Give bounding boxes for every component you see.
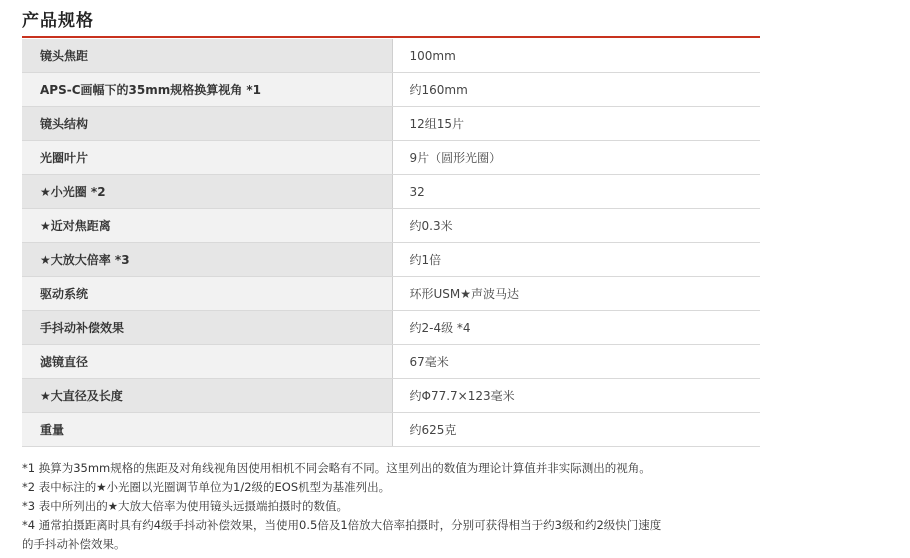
spec-row-dimensions xyxy=(22,379,760,413)
spec-value: 9片（圆形光圈） xyxy=(392,141,760,175)
spec-value: 67毫米 xyxy=(392,345,760,379)
spec-row-focal-length xyxy=(22,39,760,73)
spec-label: ★大放大倍率 *3 xyxy=(22,243,392,277)
spec-value: 环形USM★声波马达 xyxy=(392,277,760,311)
title-divider xyxy=(22,36,760,38)
spec-label: 手抖动补偿效果 xyxy=(22,311,392,345)
spec-value: 约0.3米 xyxy=(392,209,760,243)
spec-label: 驱动系统 xyxy=(22,277,392,311)
spec-row-weight xyxy=(22,413,760,447)
spec-label: 重量 xyxy=(22,413,392,447)
spec-value: 12组15片 xyxy=(392,107,760,141)
spec-row-drive-system xyxy=(22,277,760,311)
page-title: 产品规格 xyxy=(22,11,94,31)
spec-label: 镜头焦距 xyxy=(22,39,392,73)
spec-row-apsc-view-angle xyxy=(22,73,760,107)
footnote-4-continued: 的手抖动补偿效果。 xyxy=(22,537,126,551)
spec-label: 镜头结构 xyxy=(22,107,392,141)
spec-row-max-magnification xyxy=(22,243,760,277)
spec-label: ★大直径及长度 xyxy=(22,379,392,413)
footnote-3: *3 表中所列出的★大放大倍率为使用镜头远摄端拍摄时的数值。 xyxy=(22,499,349,513)
spec-label: APS-C画幅下的35mm规格换算视角 *1 xyxy=(22,73,392,107)
spec-row-min-focus-distance xyxy=(22,209,760,243)
spec-row-filter-diameter xyxy=(22,345,760,379)
spec-row-min-aperture xyxy=(22,175,760,209)
spec-value: 约160mm xyxy=(392,73,760,107)
spec-label: 滤镜直径 xyxy=(22,345,392,379)
spec-value: 约625克 xyxy=(392,413,760,447)
spec-value: 约2-4级 *4 xyxy=(392,311,760,345)
spec-label: ★近对焦距离 xyxy=(22,209,392,243)
footnote-4: *4 通常拍摄距离时具有约4级手抖动补偿效果，当使用0.5倍及1倍放大倍率拍摄时，分别可获得相当于约3级和约2级快门速度 xyxy=(22,518,662,532)
spec-value: 约Φ77.7×123毫米 xyxy=(392,379,760,413)
footnote-2: *2 表中标注的★小光圈以光圈调节单位为1/2级的EOS机型为基准列出。 xyxy=(22,480,391,494)
footnote-1: *1 换算为35mm规格的焦距及对角线视角因使用相机不同会略有不同。这里列出的数值为理论计算值并非实际测出的视角。 xyxy=(22,461,651,475)
spec-value: 约1倍 xyxy=(392,243,760,277)
spec-label: 光圈叶片 xyxy=(22,141,392,175)
footnotes xyxy=(22,459,782,554)
spec-value: 100mm xyxy=(392,39,760,73)
spec-row-aperture-blades xyxy=(22,141,760,175)
spec-row-lens-construction xyxy=(22,107,760,141)
spec-row-stabilization xyxy=(22,311,760,345)
spec-value: 32 xyxy=(392,175,760,209)
spec-table xyxy=(22,39,760,447)
spec-label: ★小光圈 *2 xyxy=(22,175,392,209)
